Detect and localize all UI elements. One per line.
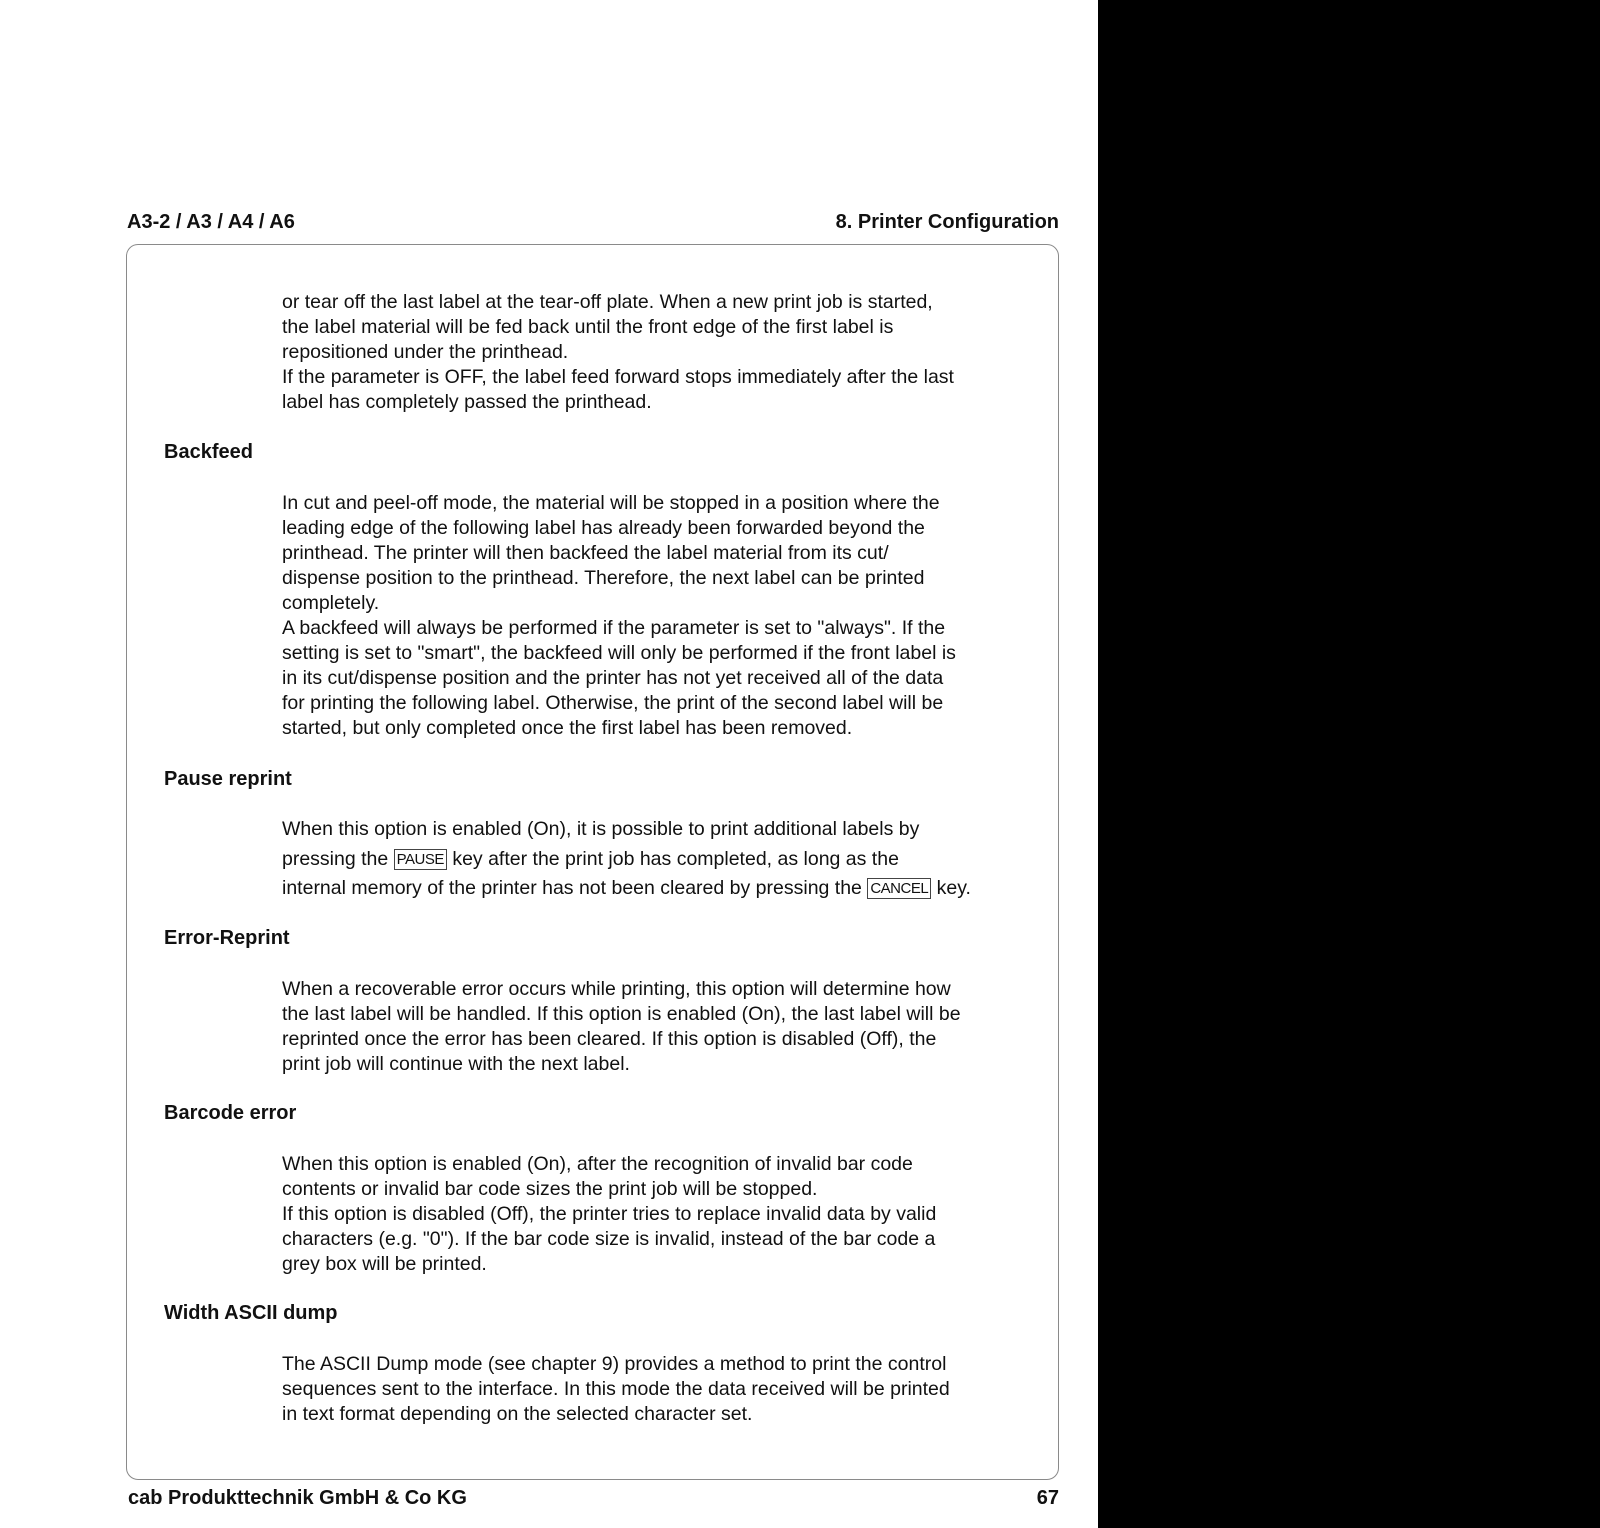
text-fragment: key. bbox=[931, 877, 971, 899]
text-line: grey box will be printed. bbox=[282, 1253, 487, 1275]
text-line: label has completely passed the printhead. bbox=[282, 391, 652, 413]
text-line: dispense position to the printhead. Therefore, the next label can be printed bbox=[282, 567, 925, 589]
text-line: in its cut/dispense position and the printer has not yet received all of the data bbox=[282, 667, 944, 689]
text-line: reprinted once the error has been cleared. If this option is disabled (Off), the bbox=[282, 1028, 937, 1050]
text-line: in text format depending on the selected character set. bbox=[282, 1403, 753, 1425]
width-ascii-dump-paragraph bbox=[282, 1352, 1042, 1427]
text-line: contents or invalid bar code sizes the print job will be stopped. bbox=[282, 1178, 818, 1200]
heading-width-ascii-dump: Width ASCII dump bbox=[164, 1302, 338, 1324]
heading-barcode-error: Barcode error bbox=[164, 1102, 297, 1124]
text-line: started, but only completed once the first label has been removed. bbox=[282, 717, 853, 739]
text-line: or tear off the last label at the tear-off plate. When a new print job is started, bbox=[282, 291, 933, 313]
pause-key-label: PAUSE bbox=[394, 849, 447, 870]
text-line: repositioned under the printhead. bbox=[282, 341, 569, 363]
error-reprint-paragraph bbox=[282, 977, 1042, 1077]
text-line: When a recoverable error occurs while printing, this option will determine how bbox=[282, 978, 951, 1000]
text-line: characters (e.g. "0"). If the bar code size is invalid, instead of the bar code a bbox=[282, 1228, 936, 1250]
text-line: sequences sent to the interface. In this mode the data received will be printed bbox=[282, 1378, 950, 1400]
text-fragment: internal memory of the printer has not been cleared by pressing the bbox=[282, 877, 868, 899]
heading-error-reprint: Error-Reprint bbox=[164, 927, 290, 949]
text-line: The ASCII Dump mode (see chapter 9) provides a method to print the control bbox=[282, 1353, 947, 1375]
text-line: When this option is enabled (On), after the recognition of invalid bar code bbox=[282, 1153, 913, 1175]
text-line: If this option is disabled (Off), the printer tries to replace invalid data by valid bbox=[282, 1203, 937, 1225]
text-line: print job will continue with the next label. bbox=[282, 1053, 630, 1075]
text-line: the label material will be fed back until the front edge of the first label is bbox=[282, 316, 894, 338]
text-line: completely. bbox=[282, 592, 380, 614]
pause-reprint-paragraph bbox=[282, 815, 1042, 904]
barcode-error-paragraph bbox=[282, 1152, 1042, 1277]
text-line bbox=[282, 845, 1042, 875]
dark-side-panel bbox=[1098, 0, 1600, 1528]
text-line: setting is set to "smart", the backfeed will only be performed if the front label is bbox=[282, 642, 956, 664]
text-line: In cut and peel-off mode, the material will be stopped in a position where the bbox=[282, 492, 940, 514]
backfeed-paragraph bbox=[282, 491, 1042, 741]
footer-company: cab Produkttechnik GmbH & Co KG bbox=[128, 1487, 467, 1509]
header-chapter-title: 8. Printer Configuration bbox=[835, 211, 1059, 233]
text-line: If the parameter is OFF, the label feed forward stops immediately after the last bbox=[282, 366, 954, 388]
page-number: 67 bbox=[1036, 1487, 1059, 1509]
text-line: leading edge of the following label has already been forwarded beyond the bbox=[282, 517, 925, 539]
heading-pause-reprint: Pause reprint bbox=[164, 768, 292, 790]
text-fragment: key after the print job has completed, as long as the bbox=[446, 847, 899, 870]
intro-paragraph bbox=[282, 290, 1042, 415]
heading-backfeed: Backfeed bbox=[164, 441, 253, 463]
text-line: the last label will be handled. If this option is enabled (On), the last label will be bbox=[282, 1003, 961, 1025]
text-line: printhead. The printer will then backfeed the label material from its cut/ bbox=[282, 542, 889, 564]
text-line: for printing the following label. Otherwise, the print of the second label will be bbox=[282, 692, 944, 714]
text-line: When this option is enabled (On), it is possible to print additional labels by bbox=[282, 818, 920, 840]
text-line: A backfeed will always be performed if the parameter is set to "always". If the bbox=[282, 617, 946, 639]
header-model-list: A3-2 / A3 / A4 / A6 bbox=[127, 211, 295, 233]
cancel-key-label: CANCEL bbox=[867, 878, 931, 899]
text-line bbox=[282, 874, 1042, 904]
text-fragment: pressing the bbox=[282, 847, 394, 870]
